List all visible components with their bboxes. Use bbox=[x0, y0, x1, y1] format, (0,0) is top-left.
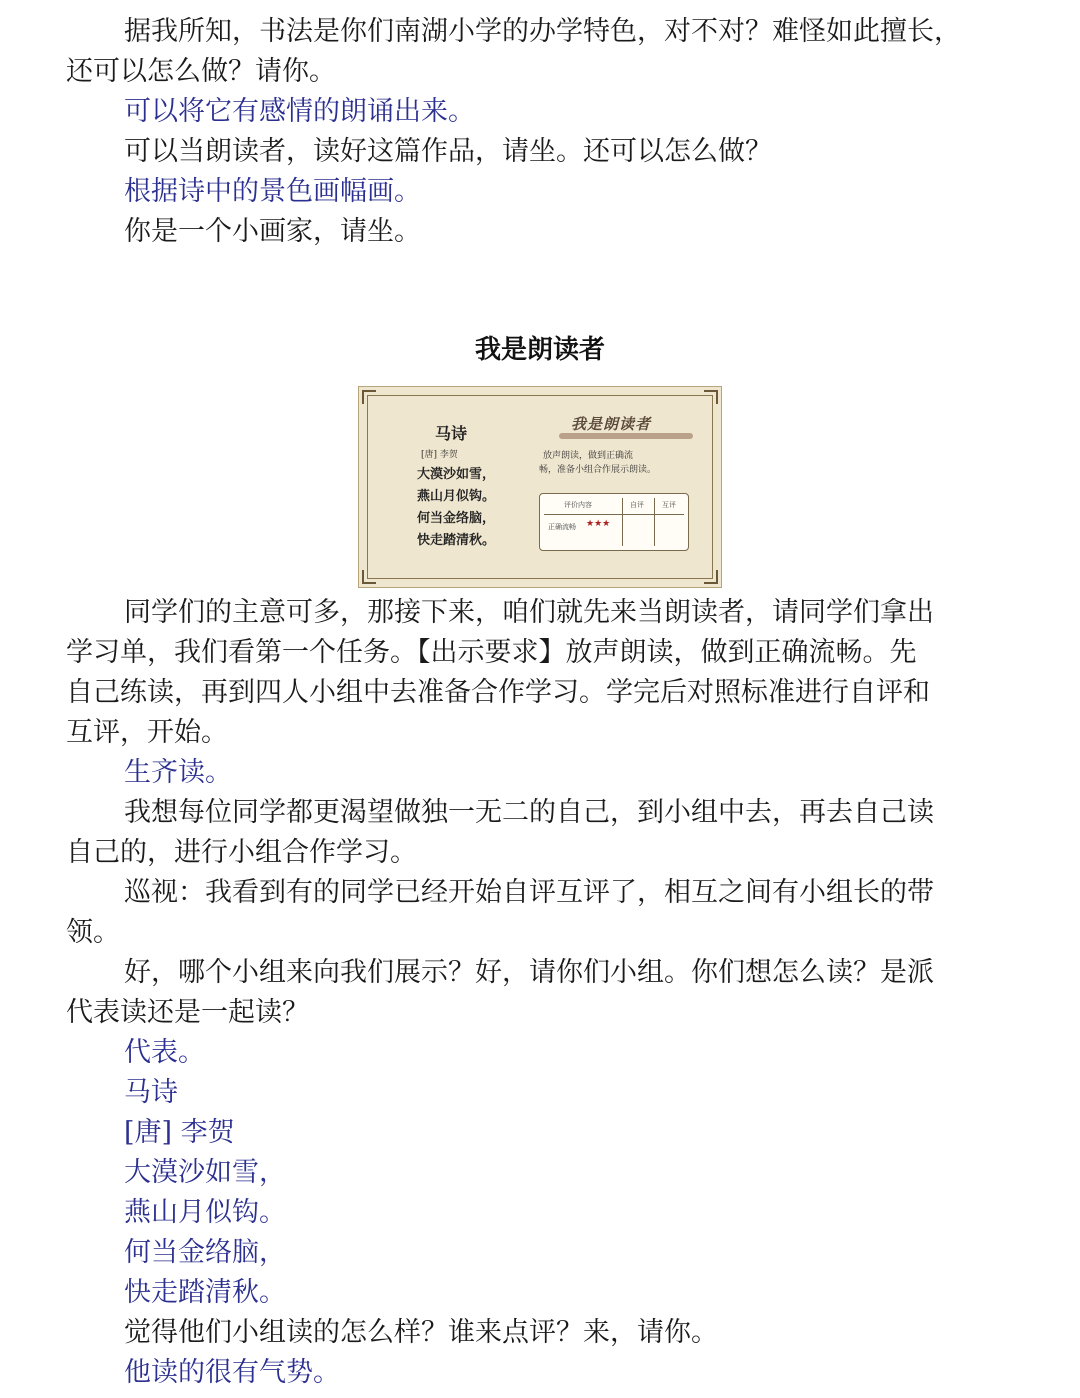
student-answer-line: 马诗 bbox=[124, 1077, 178, 1108]
student-answer-line: 可以将它有感情的朗诵出来。 bbox=[124, 96, 475, 127]
text-line: 还可以怎么做？请你。 bbox=[66, 56, 336, 87]
text-line: 互评，开始。 bbox=[66, 717, 228, 748]
evaluation-table bbox=[539, 493, 689, 551]
corner-ornament-icon bbox=[362, 390, 376, 404]
text-line: 自己的，进行小组合作学习。 bbox=[66, 837, 417, 868]
table-divider bbox=[654, 498, 655, 546]
card-border bbox=[367, 395, 713, 579]
text-line: 代表读还是一起读？ bbox=[66, 997, 309, 1028]
text-line: 据我所知，书法是你们南湖小学的办学特色，对不对？难怪如此擅长， bbox=[124, 16, 961, 47]
text-line: 可以当朗读者，读好这篇作品，请坐。还可以怎么做？ bbox=[124, 136, 772, 167]
student-answer-line: 何当金络脑， bbox=[124, 1237, 286, 1268]
text-line: 好，哪个小组来向我们展示？好，请你们小组。你们想怎么读？是派 bbox=[124, 957, 934, 988]
card-poem-line: 何当金络脑， bbox=[417, 511, 496, 526]
section-heading: 我是朗读者 bbox=[474, 335, 605, 365]
card-poem-line: 燕山月似钩。 bbox=[417, 489, 496, 504]
card-poem-line: 快走踏清秋。 bbox=[417, 533, 496, 548]
table-divider bbox=[544, 514, 684, 515]
text-line: 你是一个小画家，请坐。 bbox=[124, 216, 421, 247]
corner-ornament-icon bbox=[362, 570, 376, 584]
student-answer-line: 他读的很有气势。 bbox=[124, 1357, 340, 1388]
corner-ornament-icon bbox=[704, 570, 718, 584]
student-answer-line: 根据诗中的景色画幅画。 bbox=[124, 176, 421, 207]
student-answer-line: 快走踏清秋。 bbox=[124, 1277, 286, 1308]
text-line: 领。 bbox=[66, 917, 120, 948]
brush-stroke-decoration bbox=[559, 433, 693, 439]
card-instruction-line: 放声朗读，做到正确流 bbox=[543, 451, 634, 461]
star-rating-icon: ★★★ bbox=[586, 519, 611, 529]
table-header: 互评 bbox=[662, 501, 676, 509]
table-divider bbox=[622, 498, 623, 546]
table-header: 自评 bbox=[630, 501, 644, 509]
card-poem-line: 大漠沙如雪， bbox=[417, 467, 496, 482]
corner-ornament-icon bbox=[704, 390, 718, 404]
card-poem-title: 马诗 bbox=[435, 424, 468, 443]
text-line: 学习单，我们看第一个任务。【出示要求】放声朗读，做到正确流畅。先 bbox=[66, 637, 917, 668]
card-banner-title: 我是朗读者 bbox=[571, 415, 652, 433]
card-instruction-line: 畅，准备小组合作展示朗读。 bbox=[539, 465, 657, 475]
student-answer-line: [唐] 李贺 bbox=[124, 1117, 235, 1148]
student-answer-line: 代表。 bbox=[124, 1037, 205, 1068]
student-answer-line: 生齐读。 bbox=[124, 757, 232, 788]
text-line: 我想每位同学都更渴望做独一无二的自己，到小组中去，再去自己读 bbox=[124, 797, 934, 828]
student-answer-line: 燕山月似钩。 bbox=[124, 1197, 286, 1228]
text-line: 巡视：我看到有的同学已经开始自评互评了，相互之间有小组长的带 bbox=[124, 877, 934, 908]
card-poem-author: [唐] 李贺 bbox=[421, 450, 458, 460]
text-line: 同学们的主意可多，那接下来，咱们就先来当朗读者，请同学们拿出 bbox=[124, 597, 934, 628]
text-line: 自己练读，再到四人小组中去准备合作学习。学完后对照标准进行自评和 bbox=[66, 677, 930, 708]
table-row-label: 正确流畅 bbox=[548, 523, 576, 531]
text-line: 觉得他们小组读的怎么样？谁来点评？来，请你。 bbox=[124, 1317, 718, 1348]
poem-card-image bbox=[358, 386, 722, 588]
table-header: 评价内容 bbox=[564, 501, 592, 509]
student-answer-line: 大漠沙如雪， bbox=[124, 1157, 286, 1188]
